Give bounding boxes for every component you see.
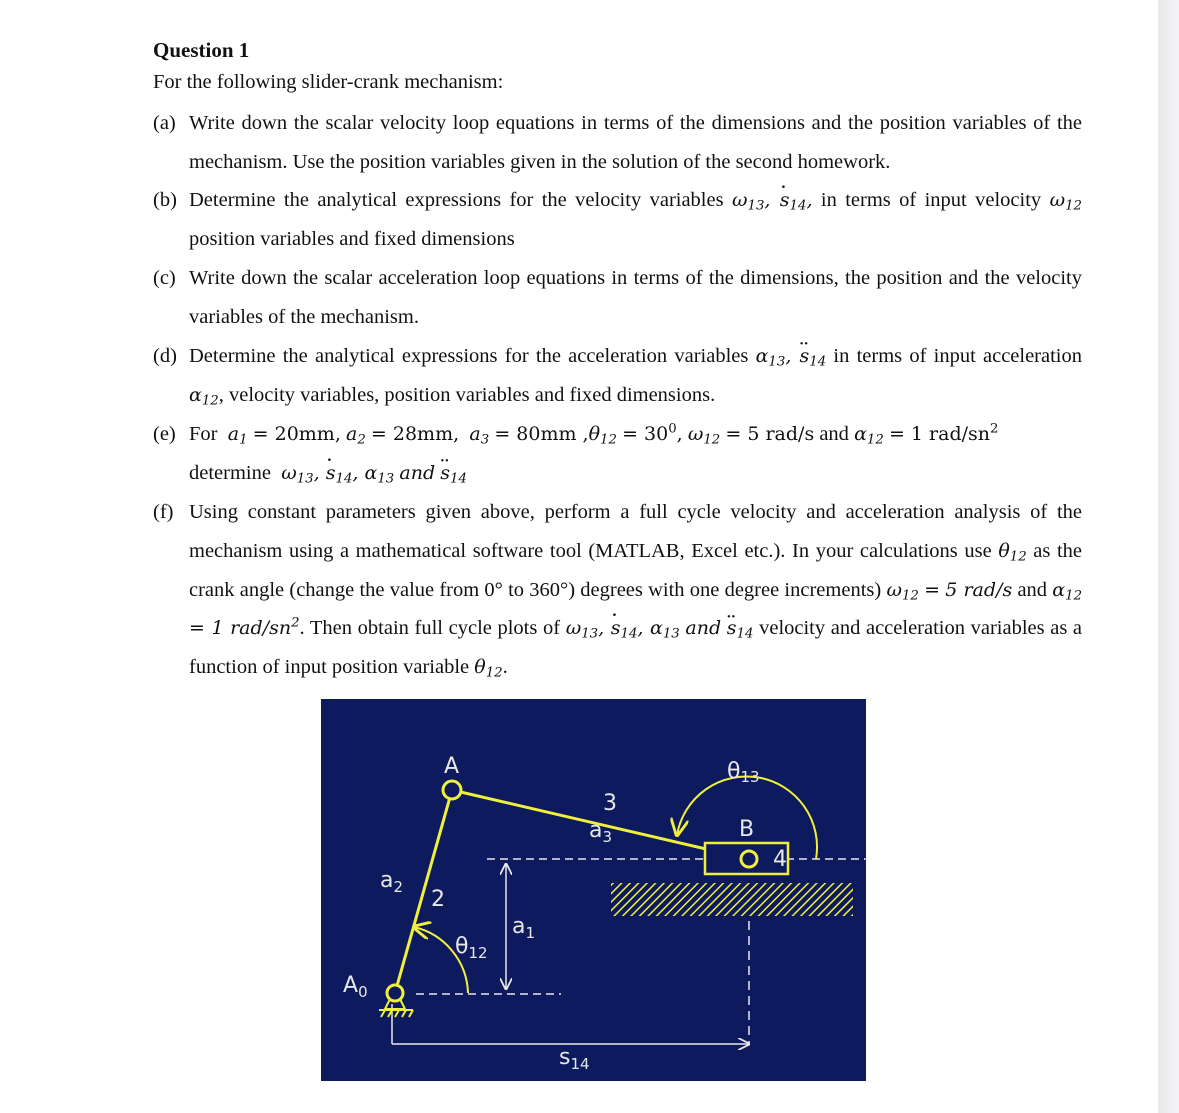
label-A0: $A_0$ xyxy=(343,973,368,1001)
part-e xyxy=(153,415,1082,493)
label-theta13: θ13 xyxy=(727,759,760,786)
question-intro: For the following slider-crank mechanism: xyxy=(153,71,504,93)
part-b-label: (b) xyxy=(153,189,177,211)
joint-a xyxy=(443,781,461,799)
label-B: B xyxy=(739,817,755,842)
part-d xyxy=(153,337,1082,415)
part-e-text: For $a_1 = 20mm$, $a_2 = 28mm$, $a_3 = 80mm$ $,\theta_{12} = 30^0$, $\omega_{12} = 5$ rad/s and $\alpha_{12} = 1$ rad/$sn^2$ determine $\omega_{13}$, · $s_{14}$, $\alpha_{13}$ and ·· $s_{14}$ xyxy=(189,415,1082,493)
joint-a0 xyxy=(387,985,403,1001)
label-link3: 3 xyxy=(603,791,617,816)
part-b-text: Determine the analytical expressions for the velocity variables $\omega_{13}$, · $s_{14}$, in terms of input velocity $\omega_{12}$ position variables and fixed dimensions xyxy=(189,181,1082,259)
slider-crank-diagram xyxy=(321,699,866,1081)
label-link2: 2 xyxy=(431,887,445,912)
part-f-text: Using constant parameters given above, perform a full cycle velocity and acceleration analysis of the mechanism using a mathematical software tool (MATLAB, Excel etc.). In your calculations use $\theta_{12}$ as the crank angle (change the value from 0° to 360°) degrees with one degree increments) $\omega_{12} = 5$ rad/s and $\alpha_{12} = 1$ rad/$sn^2$. Then obtain full cycle plots of $\omega_{13}$, · $s_{14}$, $\alpha_{13}$ and ·· $s_{14}$ velocity and acceleration variables as a function of input position variable $\theta_{12}$. xyxy=(189,493,1082,687)
label-link4: 4 xyxy=(773,847,787,872)
page-edge-shadow xyxy=(1158,0,1179,1113)
part-b xyxy=(153,181,1082,259)
label-theta12: $\theta_{12}$ xyxy=(455,934,488,962)
part-f xyxy=(153,493,1082,687)
part-c xyxy=(153,259,1082,337)
part-a xyxy=(153,104,1082,182)
part-a-text: Write down the scalar velocity loop equations in terms of the dimensions and the position variables of the mechanism. Use the position variables given in the solution of the second homework. xyxy=(189,112,1082,173)
question-title: Question 1 xyxy=(153,38,250,62)
label-a2: $a_2$ xyxy=(380,868,404,896)
part-c-text: Write down the scalar acceleration loop equations in terms of the dimensions, the position and the velocity variables of the mechanism. xyxy=(189,267,1082,328)
label-A: A xyxy=(444,754,460,779)
label-a3: $a_3$ xyxy=(589,818,613,846)
part-e-label: (e) xyxy=(153,423,176,445)
part-d-text: Determine the analytical expressions for the acceleration variables $\alpha_{13}$, ·· $s_{14}$ in terms of input acceleration $\alpha_{12}$, velocity variables, position variables and fixed dimensions. xyxy=(189,337,1082,415)
slider-ground-hatch xyxy=(611,883,853,916)
part-f-label: (f) xyxy=(153,501,174,523)
label-s14: $s_{14}$ xyxy=(559,1045,590,1073)
joint-b xyxy=(741,851,757,867)
part-d-label: (d) xyxy=(153,345,177,367)
part-a-label: (a) xyxy=(153,112,176,134)
part-c-label: (c) xyxy=(153,267,176,289)
label-a1: $a_1$ xyxy=(512,914,536,942)
